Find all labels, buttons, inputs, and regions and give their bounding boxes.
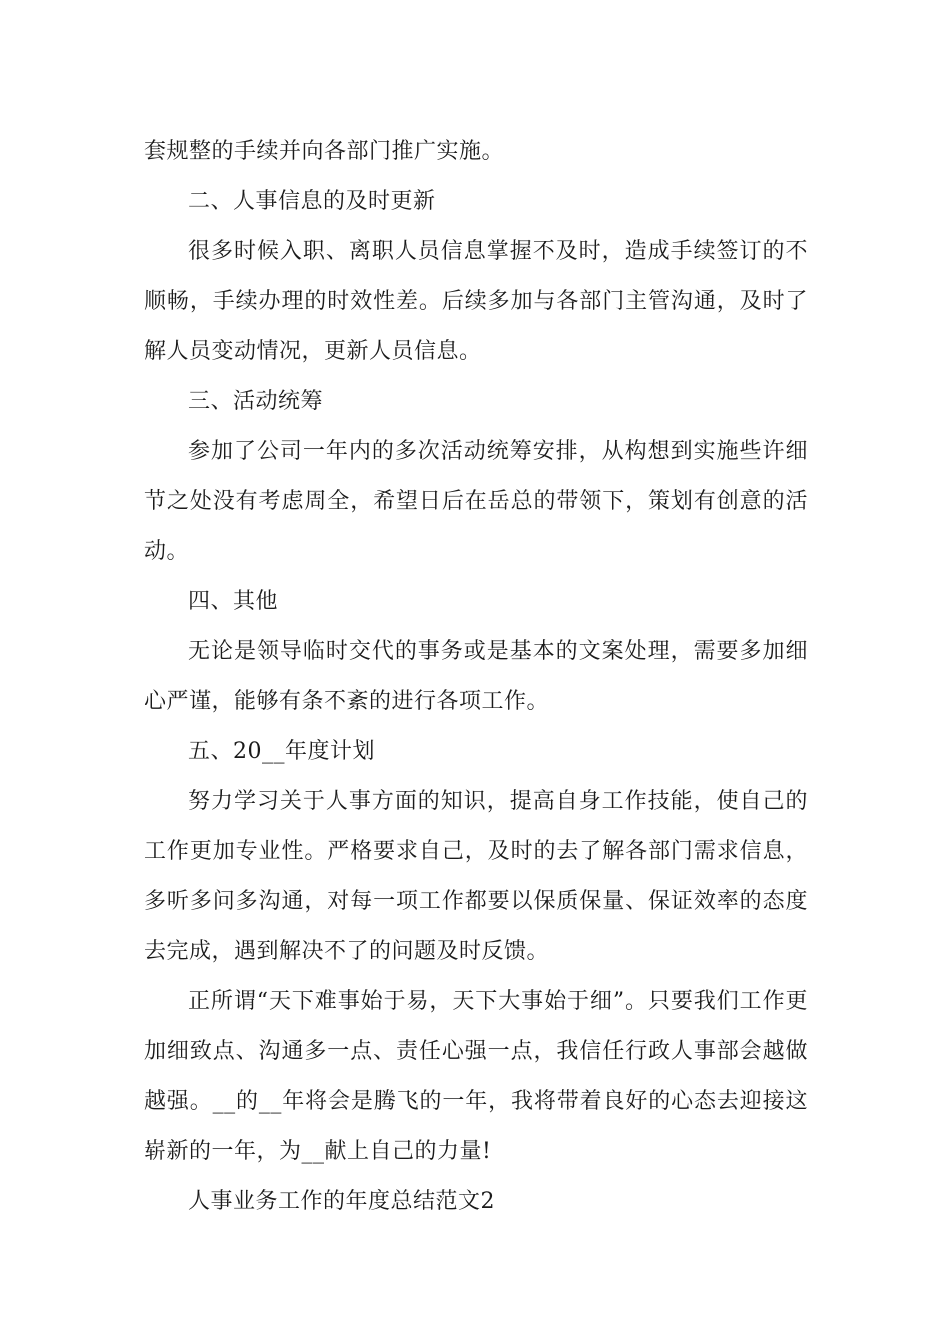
document-body — [144, 127, 808, 1227]
paragraph: 正所谓“天下难事始于易，天下大事始于细”。只要我们工作更加细致点、沟通多一点、责任心强一点，我信任行政人事部会越做越强。__的__年将会是腾飞的一年，我将带着良好的心态去迎接这崭新的一年，为__献上自己的力量! — [144, 989, 808, 1164]
paragraph: 很多时候入职、离职人员信息掌握不及时，造成手续签订的不顺畅，手续办理的时效性差。后续多加与各部门主管沟通，及时了解人员变动情况，更新人员信息。 — [144, 239, 808, 364]
paragraph: 参加了公司一年内的多次活动统筹安排，从构想到实施些许细节之处没有考虑周全，希望日后在岳总的带领下，策划有创意的活动。 — [144, 439, 808, 564]
paragraph-continued: 套规整的手续并向各部门推广实施。 — [144, 139, 505, 164]
document-title-2: 人事业务工作的年度总结范文2 — [188, 1189, 495, 1214]
section-heading-2: 二、人事信息的及时更新 — [188, 189, 436, 214]
section-heading-4: 四、其他 — [188, 589, 279, 614]
section-heading-3: 三、活动统筹 — [188, 389, 324, 414]
section-heading-5: 五、20__年度计划 — [188, 739, 375, 764]
paragraph: 努力学习关于人事方面的知识，提高自身工作技能，使自己的工作更加专业性。严格要求自己，及时的去了解各部门需求信息，多听多问多沟通，对每一项工作都要以保质保量、保证效率的态度去完成，遇到解决不了的问题及时反馈。 — [144, 789, 808, 964]
paragraph: 无论是领导临时交代的事务或是基本的文案处理，需要多加细心严谨，能够有条不紊的进行各项工作。 — [144, 639, 808, 714]
